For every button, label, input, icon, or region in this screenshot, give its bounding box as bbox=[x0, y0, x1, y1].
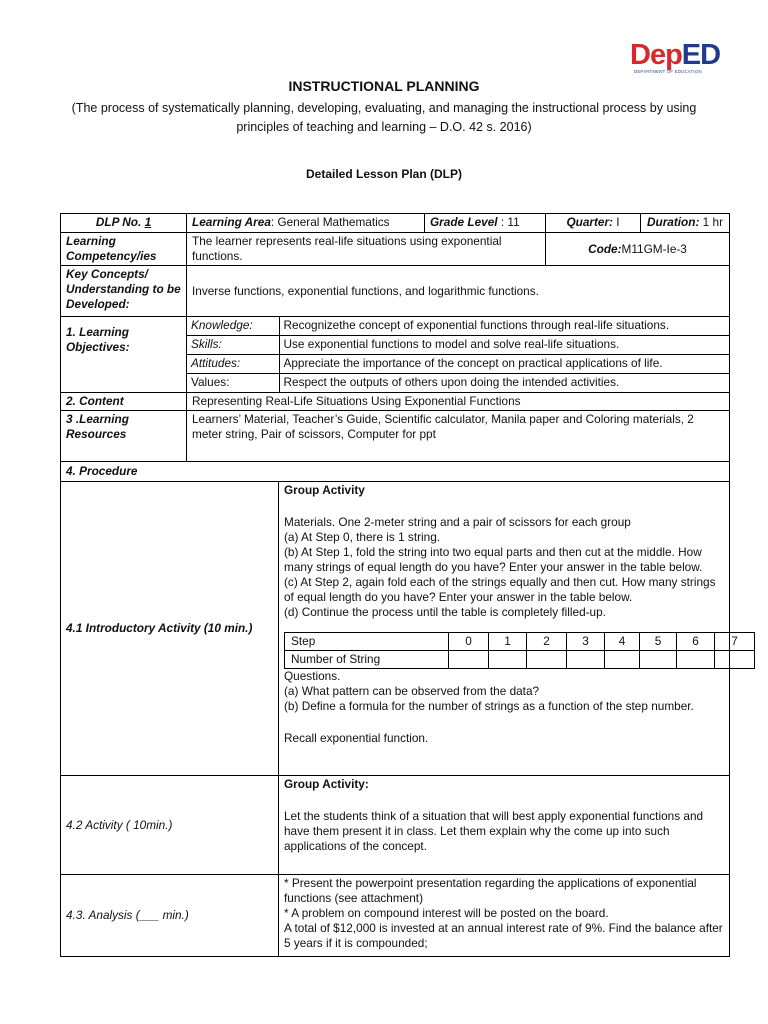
competency-text: The learner represents real-life situations using exponential functions. bbox=[187, 233, 546, 266]
question-a: (a) What pattern can be observed from the data? bbox=[284, 684, 540, 698]
intro-activity-body bbox=[279, 482, 738, 776]
objectives-row bbox=[61, 317, 730, 393]
grade-level-cell: Grade Level : 11 bbox=[425, 214, 546, 233]
answer-cell[interactable] bbox=[605, 651, 640, 669]
questions-label: Questions. bbox=[284, 669, 341, 683]
deped-logo bbox=[630, 40, 740, 80]
steps-row-label: Step bbox=[285, 633, 449, 651]
answer-cell[interactable] bbox=[489, 651, 527, 669]
content-row bbox=[61, 393, 730, 411]
quarter-cell: Quarter: I bbox=[546, 214, 641, 233]
intro-step-c: (c) At Step 2, again fold each of the strings equally and then cut. How many strings of equal length do you have? Enter your answer in the table below. bbox=[284, 575, 716, 604]
logo-subtext: DEPARTMENT OF EDUCATION bbox=[634, 69, 702, 74]
learning-area-cell: Learning Area: General Mathematics bbox=[187, 214, 425, 233]
activity-heading: Group Activity: bbox=[284, 777, 369, 791]
step-cell: 1 bbox=[489, 633, 527, 651]
intro-materials: Materials. One 2-meter string and a pair of scissors for each group bbox=[284, 515, 631, 529]
activity-label: 4.2 Activity ( 10min.) bbox=[61, 776, 279, 875]
logo-wordmark: DepED bbox=[630, 39, 721, 71]
answer-cell[interactable] bbox=[527, 651, 567, 669]
step-cell: 6 bbox=[677, 633, 715, 651]
dlp-title: Detailed Lesson Plan (DLP) bbox=[305, 167, 463, 181]
resources-text: Learners’ Material, Teacher’s Guide, Scientific calculator, Manila paper and Coloring materials, 2 meter string, Pair of scissors, Computer for ppt bbox=[187, 411, 730, 462]
answer-cell[interactable] bbox=[677, 651, 715, 669]
analysis-body bbox=[279, 875, 730, 957]
step-cell: 2 bbox=[527, 633, 567, 651]
objective-text: Appreciate the importance of the concept on practical applications of life. bbox=[279, 355, 729, 374]
strings-row bbox=[285, 651, 755, 669]
question-b: (b) Define a formula for the number of strings as a function of the step number. bbox=[284, 699, 694, 713]
objective-domain: Values: bbox=[187, 374, 279, 393]
competency-label: Learning Competency/ies bbox=[61, 233, 187, 266]
step-cell: 3 bbox=[567, 633, 605, 651]
objectives-table bbox=[187, 317, 729, 392]
intro-activity-row bbox=[61, 482, 730, 776]
strings-row-label: Number of String bbox=[285, 651, 449, 669]
recall-text: Recall exponential function. bbox=[284, 731, 429, 745]
objective-text: Respect the outputs of others upon doing the intended activities. bbox=[279, 374, 729, 393]
objective-domain: Skills: bbox=[187, 336, 279, 355]
resources-label: 3 .Learning Resources bbox=[61, 411, 187, 462]
step-cell: 4 bbox=[605, 633, 640, 651]
objective-row bbox=[187, 374, 729, 393]
objectives-cell bbox=[187, 317, 730, 393]
key-concepts-text: Inverse functions, exponential functions, and logarithmic functions. bbox=[187, 266, 730, 317]
activity-row bbox=[61, 776, 730, 875]
objective-row bbox=[187, 336, 729, 355]
analysis-line: * A problem on compound interest will be posted on the board. bbox=[284, 906, 609, 920]
procedure-header-row bbox=[61, 462, 730, 482]
procedure-label: 4. Procedure bbox=[61, 462, 730, 482]
step-cell: 7 bbox=[715, 633, 755, 651]
key-concepts-label: Key Concepts/ Understanding to be Developed: bbox=[61, 266, 187, 317]
answer-cell[interactable] bbox=[449, 651, 489, 669]
content-label: 2. Content bbox=[61, 393, 187, 411]
page-subtitle: (The process of systematically planning, developing, evaluating, and managing the instructional process by using principles of teaching and learning – D.O. 42 s. 2016) bbox=[71, 101, 697, 134]
analysis-line: * Present the powerpoint presentation regarding the applications of exponential functions (see attachment) bbox=[284, 876, 697, 905]
step-cell: 0 bbox=[449, 633, 489, 651]
answer-cell[interactable] bbox=[715, 651, 755, 669]
duration-cell: Duration: 1 hr bbox=[641, 214, 730, 233]
objective-row bbox=[187, 355, 729, 374]
activity-text: Let the students think of a situation that will best apply exponential functions and have them present it in class. Let them explain why the come up into such applications of the concept. bbox=[284, 809, 704, 853]
intro-heading: Group Activity bbox=[284, 483, 365, 497]
code-cell: Code:M11GM-Ie-3 bbox=[546, 233, 730, 266]
answer-cell[interactable] bbox=[640, 651, 677, 669]
objective-domain: Attitudes: bbox=[187, 355, 279, 374]
intro-activity-label: 4.1 Introductory Activity (10 min.) bbox=[61, 482, 279, 776]
resources-row bbox=[61, 411, 730, 462]
intro-step-a: (a) At Step 0, there is 1 string. bbox=[284, 530, 441, 544]
intro-step-d: (d) Continue the process until the table is completely filled-up. bbox=[284, 605, 606, 619]
steps-table bbox=[284, 632, 755, 669]
page-title: INSTRUCTIONAL PLANNING bbox=[288, 78, 480, 94]
objectives-label: 1. Learning Objectives: bbox=[61, 317, 187, 393]
objective-text: Recognizethe concept of exponential functions through real-life situations. bbox=[279, 317, 729, 336]
objective-domain: Knowledge: bbox=[187, 317, 279, 336]
header-row bbox=[61, 214, 730, 233]
content-text: Representing Real-Life Situations Using Exponential Functions bbox=[187, 393, 730, 411]
analysis-label: 4.3. Analysis (___ min.) bbox=[61, 875, 279, 957]
intro-step-b: (b) At Step 1, fold the string into two equal parts and then cut at the middle. How many strings of equal length do you have? Enter your answer in the table below. bbox=[284, 545, 703, 574]
objective-row bbox=[187, 317, 729, 336]
analysis-line: A total of $12,000 is invested at an annual interest rate of 9%. Find the balance after 5 years if it is compounded; bbox=[284, 921, 723, 950]
step-cell: 5 bbox=[640, 633, 677, 651]
objective-text: Use exponential functions to model and solve real-life situations. bbox=[279, 336, 729, 355]
key-concepts-row bbox=[61, 266, 730, 317]
answer-cell[interactable] bbox=[567, 651, 605, 669]
lesson-plan-table bbox=[60, 213, 738, 957]
competency-row bbox=[61, 233, 730, 266]
analysis-row bbox=[61, 875, 730, 957]
activity-body bbox=[279, 776, 730, 875]
dlp-no-cell: DLP No. 1 bbox=[61, 214, 187, 233]
steps-row bbox=[285, 633, 755, 651]
